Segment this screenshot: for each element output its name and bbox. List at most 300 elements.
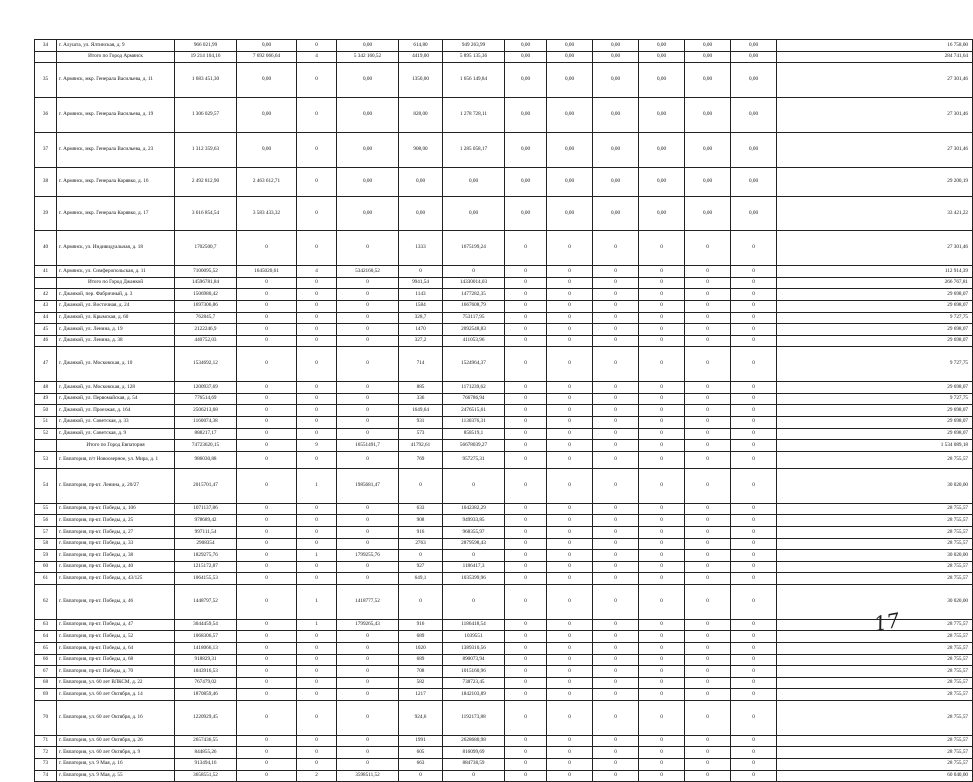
value-cell: 1389310,56 [443,643,505,655]
value-cell: 0,00 [505,51,547,63]
value-cell: 816099,69 [443,747,505,759]
address-cell: г. Джанкой, ул. Советская, д. 9 [57,428,175,440]
value-cell: 284 741,64 [777,51,973,63]
value-cell: 927 [399,561,443,573]
value-cell: 0 [297,503,337,515]
value-cell: 0 [237,538,297,550]
row-number-cell: 58 [35,538,57,550]
value-cell: 767479,02 [175,677,237,689]
value-cell: 0 [443,469,505,504]
value-cell: 1675199,24 [443,231,505,266]
value-cell: 1020 [399,643,443,655]
value-cell: 0 [547,469,593,504]
value-cell: 0 [547,538,593,550]
value-cell: 0 [297,97,337,132]
value-cell: 29 698,07 [777,335,973,347]
value-cell: 1333 [399,231,443,266]
value-cell: 0 [639,416,685,428]
value-cell: 9 727,75 [777,347,973,382]
value-cell: 0 [593,300,639,312]
value-cell: 0 [685,289,731,301]
value-cell: 29 200,19 [777,167,973,196]
value-cell: 0 [237,393,297,405]
table-row [35,97,973,132]
value-cell: 0 [337,527,399,539]
value-cell: 0,00 [547,63,593,98]
value-cell: 0 [337,503,399,515]
value-cell: 0,00 [639,40,685,52]
value-cell: 0 [685,405,731,417]
value-cell: 0 [593,277,639,289]
address-cell: г. Евпатория, пр-кт. Победы, д. 52 [57,631,175,643]
value-cell: 0 [731,747,777,759]
value-cell: 0 [547,451,593,468]
value-cell: 0 [593,451,639,468]
value-cell: 0 [547,631,593,643]
value-cell: 0 [337,561,399,573]
address-cell: г. Евпатория, пр-кт. Победы, д. 40 [57,561,175,573]
value-cell: 0 [593,654,639,666]
value-cell: 0 [297,735,337,747]
value-cell: 0 [731,758,777,770]
row-number-cell: 44 [35,312,57,324]
value-cell: 0 [547,550,593,562]
value-cell: 1702500,7 [175,231,237,266]
value-cell: 0 [337,277,399,289]
value-cell: 1697306,86 [175,300,237,312]
value-cell: 1 306 029,57 [175,97,237,132]
value-cell: 1842103,89 [443,689,505,701]
value-cell: 0,00 [547,132,593,167]
value-cell: 0 [547,770,593,782]
value-cell: 0 [297,758,337,770]
value-cell: 0 [337,300,399,312]
value-cell: 573 [399,428,443,440]
value-cell: 1 [297,469,337,504]
value-cell: 0 [337,231,399,266]
value-cell: 0 [505,527,547,539]
value-cell: 0 [685,277,731,289]
value-cell: 0 [685,770,731,782]
value-cell: 0 [731,277,777,289]
row-number-cell: 53 [35,451,57,468]
value-cell: 0 [593,416,639,428]
value-cell: 0 [399,585,443,620]
value-cell: 708 [399,666,443,678]
value-cell: 913494,16 [175,758,237,770]
value-cell: 0 [297,527,337,539]
value-cell: 328,7 [399,312,443,324]
value-cell: 0 [297,196,337,231]
address-cell: г. Армянск, мкр. Генерала Васильева, д. 23 [57,132,175,167]
row-number-cell: 34 [35,40,57,52]
value-cell: 0,00 [685,63,731,98]
value-cell: 0 [237,382,297,394]
address-cell: г. Армянск, ул. Симферопольская, д. 11 [57,266,175,278]
value-cell: 0,00 [593,167,639,196]
value-cell: 28 755,57 [777,677,973,689]
value-cell: 4 [297,51,337,63]
value-cell: 14596781,84 [175,277,237,289]
value-cell: 633 [399,503,443,515]
value-cell: 33 421,22 [777,196,973,231]
value-cell: 663 [399,758,443,770]
value-cell: 0 [731,405,777,417]
value-cell: 0,00 [639,167,685,196]
value-cell: 0 [639,231,685,266]
subtotal-row [35,51,973,63]
value-cell: 1186418,54 [443,619,505,631]
row-number-cell: 52 [35,428,57,440]
value-cell: 0 [297,747,337,759]
value-cell: 0 [639,428,685,440]
row-number-cell [35,277,57,289]
value-cell: 2506213,68 [175,405,237,417]
value-cell: 29 698,07 [777,324,973,336]
value-cell: 0 [547,677,593,689]
address-cell: г. Евпатория, ул. 60 лет Октября, д. 16 [57,700,175,735]
value-cell: 0 [731,440,777,452]
value-cell: 0 [505,666,547,678]
table-row [35,393,973,405]
value-cell: 0 [639,747,685,759]
value-cell: 0,00 [731,40,777,52]
value-cell: 1448797,52 [175,585,237,620]
value-cell: 689 [399,654,443,666]
value-cell: 0,00 [399,196,443,231]
value-cell: 0 [443,266,505,278]
value-cell: 0 [297,231,337,266]
value-cell: 0 [505,266,547,278]
value-cell: 9 [297,440,337,452]
value-cell: 0 [685,428,731,440]
value-cell: 0 [685,631,731,643]
table-row [35,289,973,301]
value-cell: 0 [297,63,337,98]
value-cell: 738723,45 [443,677,505,689]
value-cell: 0 [505,416,547,428]
value-cell: 0,00 [505,97,547,132]
value-cell: 0 [593,405,639,417]
value-cell: 0 [639,585,685,620]
value-cell: 0 [593,382,639,394]
table-row [35,503,973,515]
value-cell: 908,00 [399,132,443,167]
value-cell: 890073,94 [443,654,505,666]
value-cell: 0,00 [639,132,685,167]
value-cell: 0 [297,335,337,347]
value-cell: 978689,42 [175,515,237,527]
address-cell: г. Армянск, мкр. Генерала Васильева, д. 19 [57,97,175,132]
value-cell: 0 [593,527,639,539]
value-cell: 0 [505,550,547,562]
value-cell: 0 [237,700,297,735]
value-cell: 0 [547,300,593,312]
subtotal-label-cell: Итого по Город Джанкой [57,277,175,289]
value-cell: 0,00 [593,97,639,132]
value-cell: 16 758,00 [777,40,973,52]
value-cell: 0,00 [337,97,399,132]
value-cell: 1130376,31 [443,416,505,428]
address-cell: г. Евпатория, ул. 60 лет Октября, д. 14 [57,689,175,701]
value-cell: 0 [337,289,399,301]
value-cell: 0 [297,689,337,701]
value-cell: 918829,31 [175,654,237,666]
value-cell: 0 [337,573,399,585]
value-cell: 0 [297,405,337,417]
value-cell: 30 020,00 [777,550,973,562]
value-cell: 28 755,57 [777,527,973,539]
address-cell: г. Джанкой, пер. Фабричный, д. 3 [57,289,175,301]
value-cell: 0 [505,619,547,631]
value-cell: 0 [731,428,777,440]
value-cell: 0 [731,770,777,782]
value-cell: 0 [731,561,777,573]
value-cell: 0 [297,515,337,527]
row-number-cell: 74 [35,770,57,782]
value-cell: 1039551 [443,631,505,643]
value-cell: 0 [547,735,593,747]
value-cell: 908 [399,515,443,527]
value-cell: 0 [505,677,547,689]
row-number-cell: 54 [35,469,57,504]
value-cell: 0 [593,550,639,562]
value-cell: 0 [505,561,547,573]
value-cell: 29 698,07 [777,382,973,394]
value-cell: 1192173,88 [443,700,505,735]
value-cell: 0 [505,735,547,747]
value-cell: 0,00 [547,51,593,63]
value-cell: 1 [297,619,337,631]
value-cell: 0 [337,405,399,417]
value-cell: 0 [297,382,337,394]
value-cell: 1 312 359,63 [175,132,237,167]
value-cell: 0 [639,289,685,301]
address-cell: г. Джанкой, ул. Восточная, д. 24 [57,300,175,312]
value-cell: 1043916,53 [175,666,237,678]
value-cell: 0 [547,416,593,428]
table-row [35,231,973,266]
value-cell: 0 [685,347,731,382]
value-cell: 0 [639,550,685,562]
value-cell: 7100095,52 [175,266,237,278]
value-cell: 0 [505,689,547,701]
value-cell: 0 [505,631,547,643]
table-row [35,428,973,440]
value-cell: 0 [505,451,547,468]
value-cell: 0 [593,515,639,527]
value-cell: 0 [337,428,399,440]
value-cell: 0 [237,654,297,666]
value-cell: 0 [337,416,399,428]
value-cell: 0 [731,677,777,689]
value-cell: 0 [237,561,297,573]
row-number-cell: 63 [35,619,57,631]
value-cell: 689 [399,631,443,643]
value-cell: 0 [237,573,297,585]
row-number-cell: 59 [35,550,57,562]
row-number-cell: 60 [35,561,57,573]
value-cell: 0 [237,758,297,770]
value-cell: 0 [685,515,731,527]
value-cell: 0 [237,735,297,747]
value-cell: 0 [639,758,685,770]
address-cell: г. Евпатория, ул. 9 Мая, д. 55 [57,770,175,782]
value-cell: 0 [685,643,731,655]
value-cell: 0 [547,440,593,452]
value-cell: 0 [731,312,777,324]
value-cell: 28 755,57 [777,515,973,527]
value-cell: 0 [639,324,685,336]
value-cell: 28 755,57 [777,538,973,550]
value-cell: 0 [593,619,639,631]
value-cell: 1171239,62 [443,382,505,394]
value-cell: 0 [731,266,777,278]
value-cell: 2908354 [175,538,237,550]
value-cell: 0 [593,631,639,643]
row-number-cell: 72 [35,747,57,759]
value-cell: 0 [685,312,731,324]
value-cell: 997111,54 [175,527,237,539]
value-cell: 0 [593,347,639,382]
value-cell: 0 [337,747,399,759]
value-cell: 0 [731,231,777,266]
value-cell: 1071137,86 [175,503,237,515]
value-cell: 986030,88 [175,451,237,468]
value-cell: 9 727,75 [777,393,973,405]
value-cell: 0 [639,515,685,527]
value-cell: 0 [685,451,731,468]
value-cell: 0 [505,405,547,417]
value-cell: 0 [685,393,731,405]
value-cell: 0 [639,689,685,701]
value-cell: 0 [443,550,505,562]
row-number-cell: 64 [35,631,57,643]
table-row [35,451,973,468]
value-cell: 28 755,57 [777,666,973,678]
value-cell: 1 [297,585,337,620]
value-cell: 0 [297,538,337,550]
value-cell: 0,00 [685,196,731,231]
value-cell: 0 [685,758,731,770]
value-cell: 0 [505,573,547,585]
value-cell: 1870859,46 [175,689,237,701]
value-cell: 0 [337,538,399,550]
value-cell: 1217 [399,689,443,701]
value-cell: 16551491,7 [337,440,399,452]
value-cell: 1418066,13 [175,643,237,655]
table-row [35,677,973,689]
table-row [35,631,973,643]
row-number-cell: 49 [35,393,57,405]
value-cell: 0 [639,735,685,747]
table-row [35,689,973,701]
table-row [35,643,973,655]
value-cell: 916 [399,619,443,631]
value-cell: 0 [337,700,399,735]
value-cell: 0 [337,735,399,747]
value-cell: 29 698,07 [777,416,973,428]
value-cell: 0,00 [685,40,731,52]
value-cell: 0 [337,689,399,701]
value-cell: 0 [337,393,399,405]
address-cell: г. Джанкой, ул. Московская, д. 128 [57,382,175,394]
value-cell: 0 [237,643,297,655]
value-cell: 41792,61 [399,440,443,452]
value-cell: 0 [593,440,639,452]
value-cell: 0,00 [337,63,399,98]
value-cell: 884738,59 [443,758,505,770]
table-row [35,735,973,747]
value-cell: 0 [237,527,297,539]
table-row [35,654,973,666]
value-cell: 2 463 612,71 [237,167,297,196]
value-cell: 1215172,87 [175,561,237,573]
value-cell: 0,00 [237,63,297,98]
value-cell: 0 [685,585,731,620]
value-cell: 0 [237,428,297,440]
value-cell: 0 [547,393,593,405]
value-cell: 1524964,37 [443,347,505,382]
value-cell: 29 698,07 [777,405,973,417]
page-number-mark: 17 [871,607,901,637]
value-cell: 28 775,57 [777,619,973,631]
value-cell: 28 755,57 [777,747,973,759]
row-number-cell [35,51,57,63]
value-cell: 0 [337,324,399,336]
value-cell: 112 914,39 [777,266,973,278]
value-cell: 0,00 [237,132,297,167]
value-cell: 28 755,57 [777,643,973,655]
value-cell: 0 [505,347,547,382]
value-cell: 0 [593,666,639,678]
value-cell: 0 [685,573,731,585]
value-cell: 0 [505,277,547,289]
value-cell: 0 [297,167,337,196]
value-cell: 885 [399,382,443,394]
value-cell: 0 [547,382,593,394]
value-cell: 0 [685,503,731,515]
address-cell: г. Джанкой, ул. Крымская, д. 60 [57,312,175,324]
value-cell: 0 [547,561,593,573]
value-cell: 56678039,27 [443,440,505,452]
subtotal-label-cell: Итого по Город Армянск [57,51,175,63]
value-cell: 844855,26 [175,747,237,759]
value-cell: 0 [547,700,593,735]
value-cell: 0 [547,515,593,527]
address-cell: г. Евпатория, ул. 60 лет ВЛКСМ, д. 22 [57,677,175,689]
value-cell: 1985681,47 [337,469,399,504]
value-cell: 0,00 [337,132,399,167]
row-number-cell: 41 [35,266,57,278]
value-cell: 1042382,29 [443,503,505,515]
row-number-cell: 37 [35,132,57,167]
value-cell: 0 [237,770,297,782]
value-cell: 0,00 [639,97,685,132]
value-cell: 0 [639,700,685,735]
value-cell: 1799255,76 [337,550,399,562]
value-cell: 3 616 854,54 [175,196,237,231]
value-cell: 0 [505,643,547,655]
row-number-cell: 48 [35,382,57,394]
value-cell: 0 [731,550,777,562]
value-cell: 2122246,9 [175,324,237,336]
value-cell: 0 [337,631,399,643]
value-cell: 0 [731,347,777,382]
address-cell: г. Евпатория, ул. 9 Мая, д. 16 [57,758,175,770]
value-cell: 0 [639,666,685,678]
table-row [35,561,973,573]
